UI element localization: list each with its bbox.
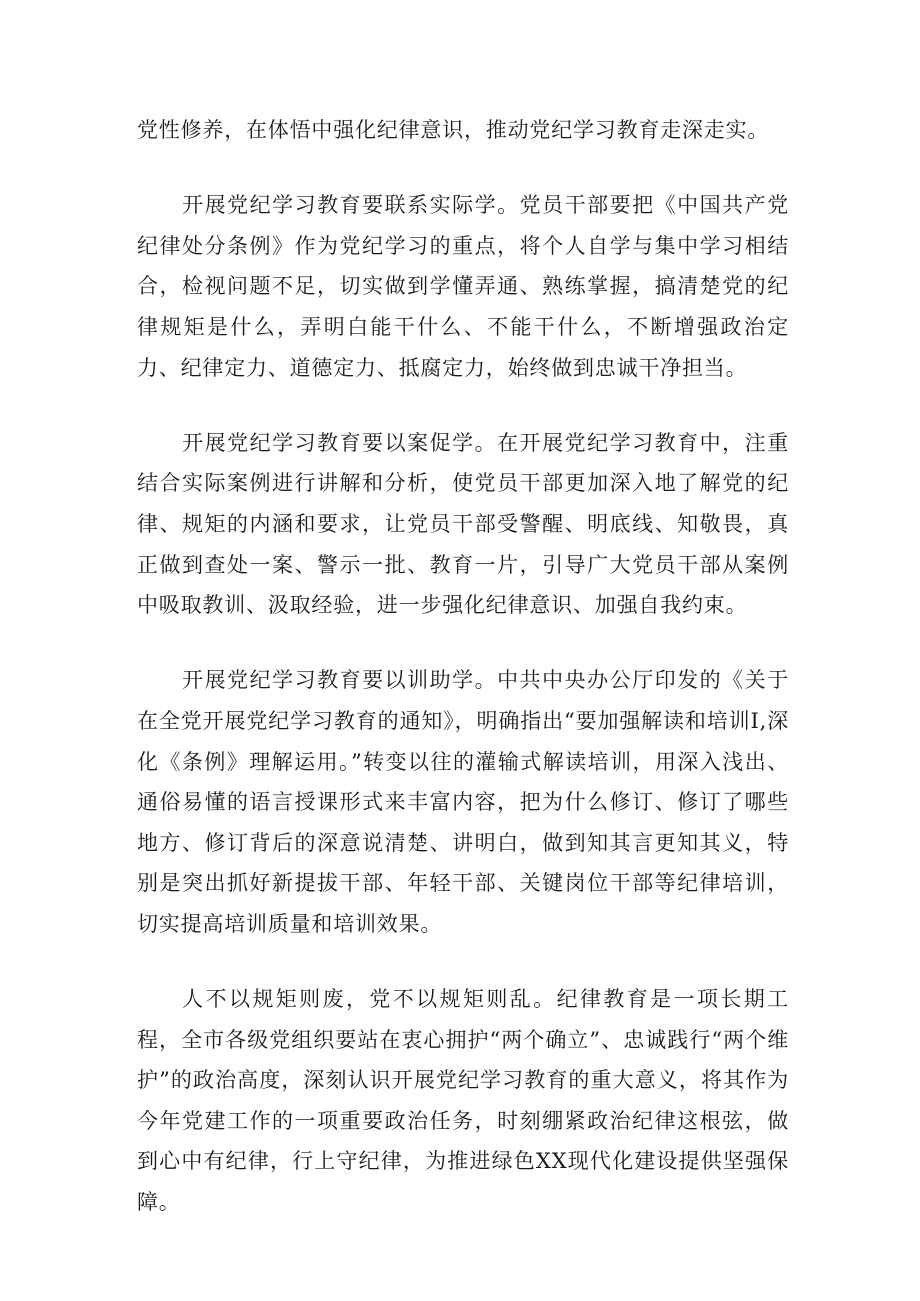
paragraph-continuation: 党性修养，在体悟中强化纪律意识，推动党纪学习教育走深走实。	[137, 118, 770, 142]
paragraph-practice-learning: 开展党纪学习教育要联系实际学。党员干部要把《中国共产党纪律处分条例》作为党纪学习的重点，将个人自学与集中学习相结合，检视问题不足，切实做到学懂弄通、熟练掌握，搞清楚党的纪律规矩是什么，弄明白能干什么、不能干什么，不断增强政治定力、纪律定力、道德定力、抵腐定力，始终做到忠诚干净担当。	[137, 193, 789, 380]
paragraph-case-learning: 开展党纪学习教育要以案促学。在开展党纪学习教育中，注重结合实际案例进行讲解和分析，使党员干部更加深入地了解党的纪律、规矩的内涵和要求，让党员干部受警醒、明底线、知敬畏，真正做到查处一案、警示一批、教育一片，引导广大党员干部从案例中吸取教训、汲取经验，进一步强化纪律意识、加强自我约束。	[137, 430, 789, 618]
paragraph-training-learning: 开展党纪学习教育要以训助学。中共中央办公厅印发的《关于在全党开展党纪学习教育的通知》，明确指出“要加强解读和培训I,深化《条例》理解运用。”转变以往的灌输式解读培训，用深入浅出、通俗易懂的语言授课形式来丰富内容，把为什么修订、修订了哪些地方、修订背后的深意说清楚、讲明白，做到知其言更知其义，特别是突出抓好新提拔干部、年轻干部、关键岗位干部等纪律培训，切实提高培训质量和培训效果。	[137, 668, 789, 936]
paragraph-conclusion: 人不以规矩则废，党不以规矩则乱。纪律教育是一项长期工程，全市各级党组织要站在衷心拥护“两个确立”、忠诚践行“两个维护”的政治高度，深刻认识开展党纪学习教育的重大意义，将其作为今年党建工作的一项重要政治任务，时刻绷紧政治纪律这根弦，做到心中有纪律，行上守纪律，为推进绿色XX现代化建设提供坚强保障。	[137, 987, 789, 1215]
document-body	[137, 110, 789, 1223]
